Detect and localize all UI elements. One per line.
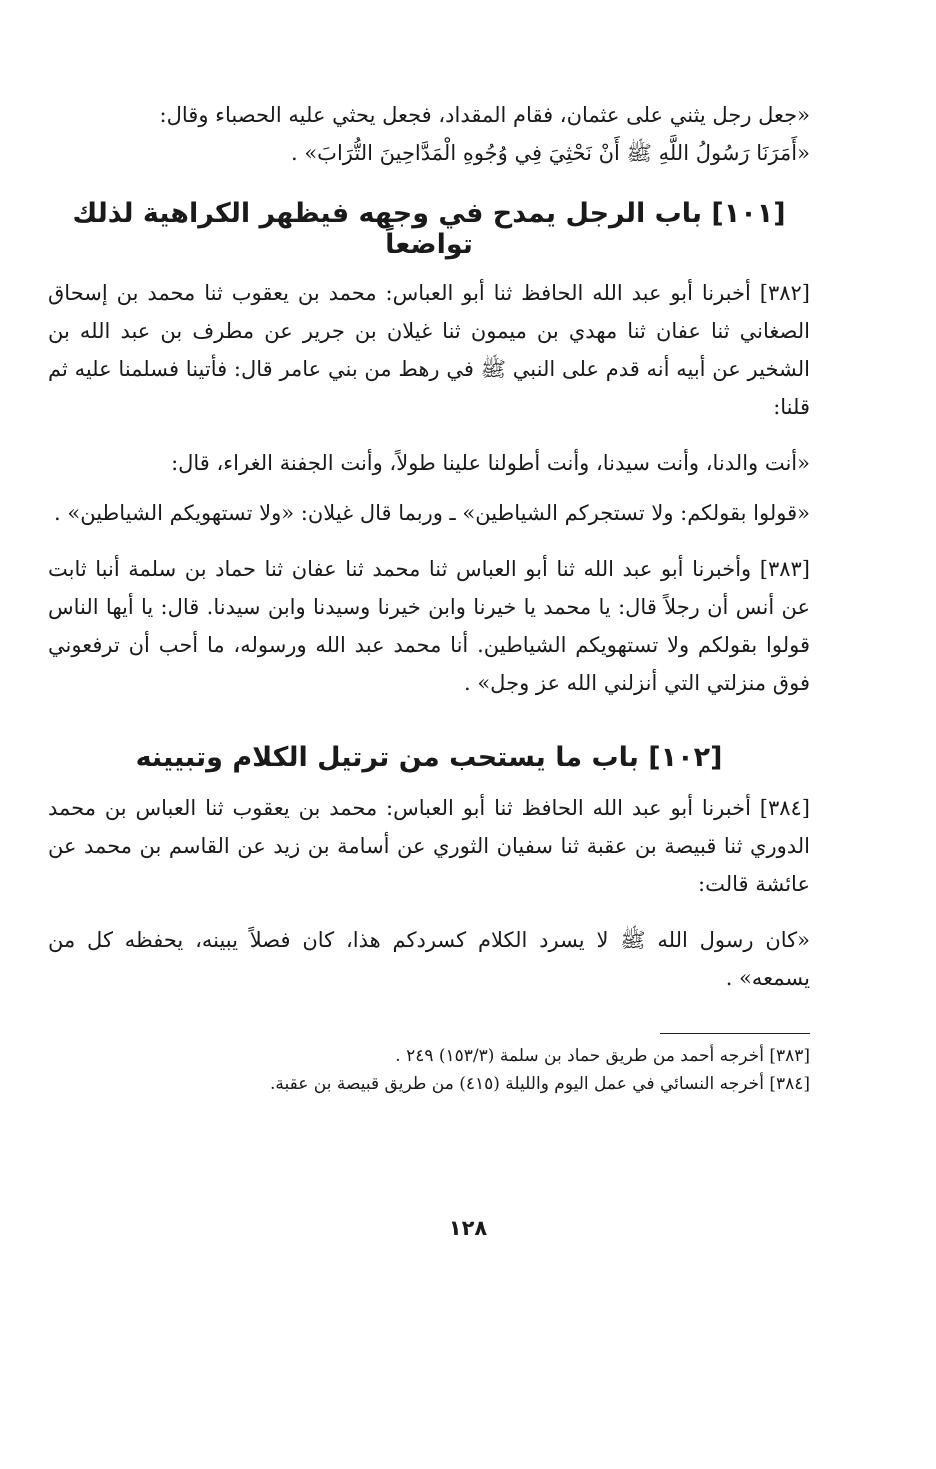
hadith-382: [٣٨٢] أخبرنا أبو عبد الله الحافظ ثنا أبو العباس: محمد بن يعقوب ثنا محمد بن إسحاق الصغاني ثنا عفان ثنا مهدي بن ميمون ثنا غيلان بن جرير عن مطرف بن عبد الله بن الشخير عن أبيه أنه قدم على النبي ﷺ في رهط من بني عامر قال: فأتينا فسلمنا عليه ثم قلنا: [48,281,810,419]
footnotes [48,1042,810,1098]
section-101-heading: [١٠١] باب الرجل يمدح في وجهه فيظهر الكراهية لذلك تواضعاً [72,198,786,260]
hadith-383: [٣٨٣] وأخبرنا أبو عبد الله ثنا أبو العباس ثنا محمد ثنا عفان ثنا حماد بن سلمة أنبا ثابت عن أنس أن رجلاً قال: يا محمد يا خيرنا وابن خيرنا وسيدنا وابن سيدنا. قال: يا أيها الناس قولوا بقولكم ولا تستهويكم الشياطين. أنا محمد عبد الله ورسوله، ما أحب أن ترفعوني فوق منزلتي التي أنزلني الله عز وجل» . [48,557,810,695]
hadith-384-quote: «كان رسول الله ﷺ لا يسرد الكلام كسردكم هذا، كان فصلاً يبينه، يحفظه كل من يسمعه» . [48,928,810,990]
footnote-divider [660,1033,810,1034]
intro-quote-line-1: «جعل رجل يثني على عثمان، فقام المقداد، فجعل يحثي عليه الحصباء وقال: [159,103,810,127]
intro-quote-line-2: «أَمَرَنَا رَسُولُ اللَّهِ ﷺ أَنْ نَحْثِيَ فِي وُجُوهِ الْمَدَّاحِينَ التُّرَابَ» . [290,141,810,165]
page-body [48,96,810,1356]
hadith-382-quote-2: «قولوا بقولكم: ولا تستجركم الشياطين» ـ وربما قال غيلان: «ولا تستهويكم الشياطين» . [54,501,810,525]
footnote-383: [٣٨٣] أخرجه أحمد من طريق حماد بن سلمة (١٥٣/٣) ٢٤٩ . [395,1046,810,1066]
footnote-384: [٣٨٤] أخرجه النسائي في عمل اليوم والليلة (٤١٥) من طريق قبيصة بن عقبة. [270,1074,810,1094]
hadith-384: [٣٨٤] أخبرنا أبو عبد الله الحافظ ثنا أبو العباس: محمد بن يعقوب ثنا العباس بن محمد الدوري ثنا قبيصة بن عقبة ثنا سفيان الثوري عن أسامة بن زيد عن القاسم بن محمد عن عائشة قالت: [48,796,810,896]
section-102-heading: [١٠٢] باب ما يستحب من ترتيل الكلام وتبيينه [135,742,723,773]
page-number: ١٢٨ [448,1216,488,1240]
hadith-382-quote-1: «أنت والدنا، وأنت سيدنا، وأنت أطولنا علينا طولاً، وأنت الجفنة الغراء، قال: [171,451,810,475]
